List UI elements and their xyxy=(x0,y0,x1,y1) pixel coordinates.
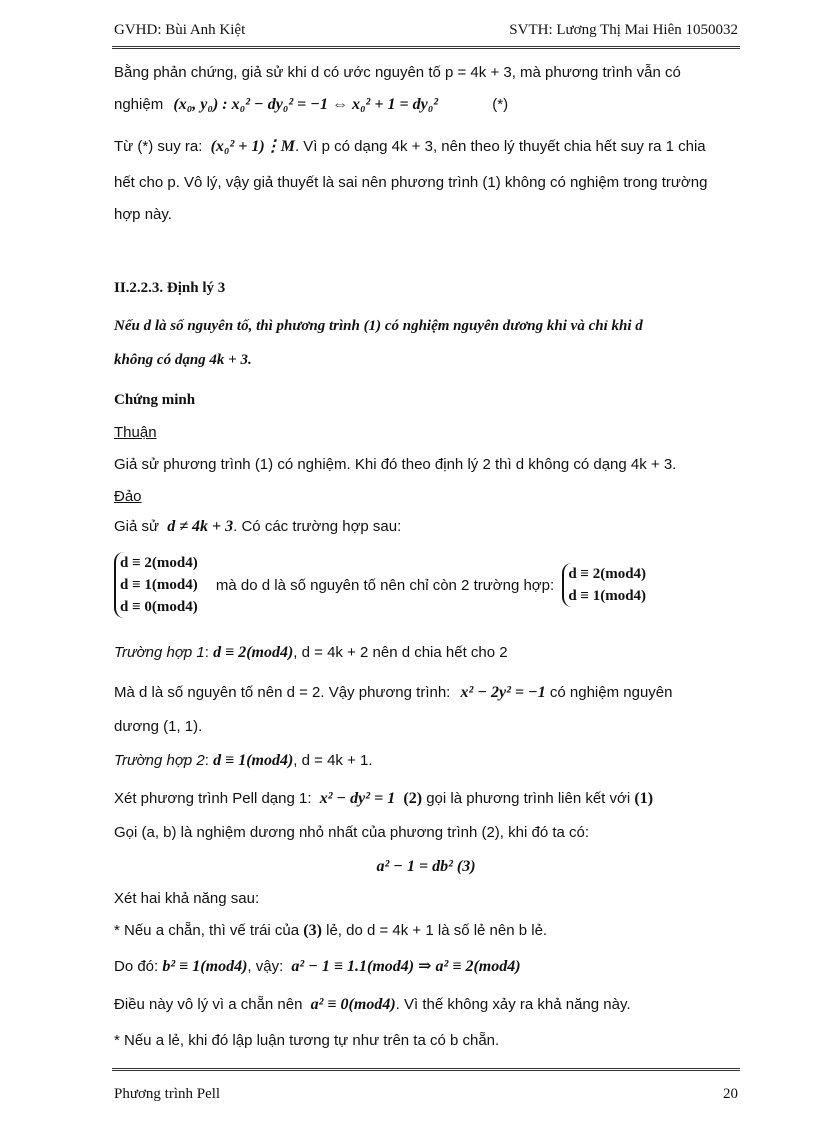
footer-rule xyxy=(112,1068,740,1071)
header-rule xyxy=(112,46,740,49)
equation: d ≡ 2(mod4) xyxy=(213,644,294,661)
paragraph-line: Giả sử d ≠ 4k + 3. Có các trường hợp sau: xyxy=(114,518,402,535)
equation-3: a² − 1 = db² (3) xyxy=(376,858,476,875)
equation: b² ≡ 1(mod4) xyxy=(162,958,248,975)
paragraph-line: * Nếu a chẵn, thì vế trái của (3) lẻ, do d = 4k + 1 là số lẻ nên b lẻ. xyxy=(114,922,548,939)
case-system-2: d ≡ 2(mod4) d ≡ 1(mod4) xyxy=(562,563,646,607)
subheading-dao: Đảo xyxy=(114,488,142,505)
paragraph-line: dương (1, 1). xyxy=(114,718,203,735)
header-student: SVTH: Lương Thị Mai Hiên 1050032 xyxy=(509,22,738,38)
paragraph-line: Từ (*) suy ra: (x₀² + 1)⋮M. Vì p có dạng 4k + 3, nên theo lý thuyết chia hết suy ra 1 chia xyxy=(114,138,706,155)
equation: (x₀² + 1)⋮M xyxy=(210,138,295,155)
paragraph-line: * Nếu a lẻ, khi đó lập luận tương tự như trên ta có b chẵn. xyxy=(114,1032,500,1049)
cases-line: d ≡ 2(mod4) d ≡ 1(mod4) d ≡ 0(mod4) mà do d là số nguyên tố nên chỉ còn 2 trường hợp: d ≡ 2(mod4) d ≡ 1(mod4) xyxy=(114,552,738,618)
paragraph-line: Giả sử phương trình (1) có nghiệm. Khi đó theo định lý 2 thì d không có dạng 4k + 3. xyxy=(114,456,677,473)
paragraph-line: Điều này vô lý vì a chẵn nên a² ≡ 0(mod4). Vì thế không xảy ra khả năng này. xyxy=(114,996,631,1013)
equation: x² − 2y² = −1 xyxy=(460,684,546,701)
section-heading: II.2.2.3. Định lý 3 xyxy=(114,280,226,296)
paragraph-line: hết cho p. Vô lý, vậy giả thuyết là sai nên phương trình (1) không có nghiệm trong trường xyxy=(114,174,708,191)
equation: x² − dy² = 1 xyxy=(319,790,396,807)
paragraph-line: Trường hợp 1: d ≡ 2(mod4), d = 4k + 2 nên d chia hết cho 2 xyxy=(114,644,508,661)
proof-heading: Chứng minh xyxy=(114,392,196,408)
theorem-line: không có dạng 4k + 3. xyxy=(114,352,252,368)
equation: d ≠ 4k + 3 xyxy=(167,518,234,535)
subheading-thuan: Thuận xyxy=(114,424,157,441)
page-number: 20 xyxy=(723,1086,738,1102)
header-instructor: GVHD: Bùi Anh Kiệt xyxy=(114,22,246,38)
equation: d ≡ 1(mod4) xyxy=(213,752,294,769)
paragraph-line: Trường hợp 2: d ≡ 1(mod4), d = 4k + 1. xyxy=(114,752,373,769)
case-system-3: d ≡ 2(mod4) d ≡ 1(mod4) d ≡ 0(mod4) xyxy=(114,552,198,618)
footer-title: Phương trình Pell xyxy=(114,1086,221,1102)
paragraph-line: Bằng phản chứng, giả sử khi d có ước nguyên tố p = 4k + 3, mà phương trình vẫn có xyxy=(114,64,681,81)
equation: a² ≡ 0(mod4) xyxy=(310,996,396,1013)
theorem-line: Nếu d là số nguyên tố, thì phương trình (1) có nghiệm nguyên dương khi và chỉ khi d xyxy=(114,318,643,334)
equation: a² − 1 ≡ 1.1(mod4) ⇒ a² ≡ 2(mod4) xyxy=(291,958,521,975)
paragraph-line: Do đó: b² ≡ 1(mod4), vậy: a² − 1 ≡ 1.1(mod4) ⇒ a² ≡ 2(mod4) xyxy=(114,958,521,975)
paragraph-line: hợp này. xyxy=(114,206,172,223)
equation: (x₀, y₀) : x₀² − dy₀² = −1 ⇔ x₀² + 1 = dy₀² xyxy=(173,96,439,113)
paragraph-line: nghiệm (x₀, y₀) : x₀² − dy₀² = −1 ⇔ x₀² + 1 = dy₀² (*) xyxy=(114,96,509,113)
paragraph-line: Gọi (a, b) là nghiệm dương nhỏ nhất của phương trình (2), khi đó ta có: xyxy=(114,824,590,841)
paragraph-line: Xét hai khả năng sau: xyxy=(114,890,260,907)
paragraph-line: Mà d là số nguyên tố nên d = 2. Vậy phương trình: x² − 2y² = −1 có nghiệm nguyên xyxy=(114,684,673,701)
paragraph-line: Xét phương trình Pell dạng 1: x² − dy² = 1 (2) gọi là phương trình liên kết với (1) xyxy=(114,790,654,807)
